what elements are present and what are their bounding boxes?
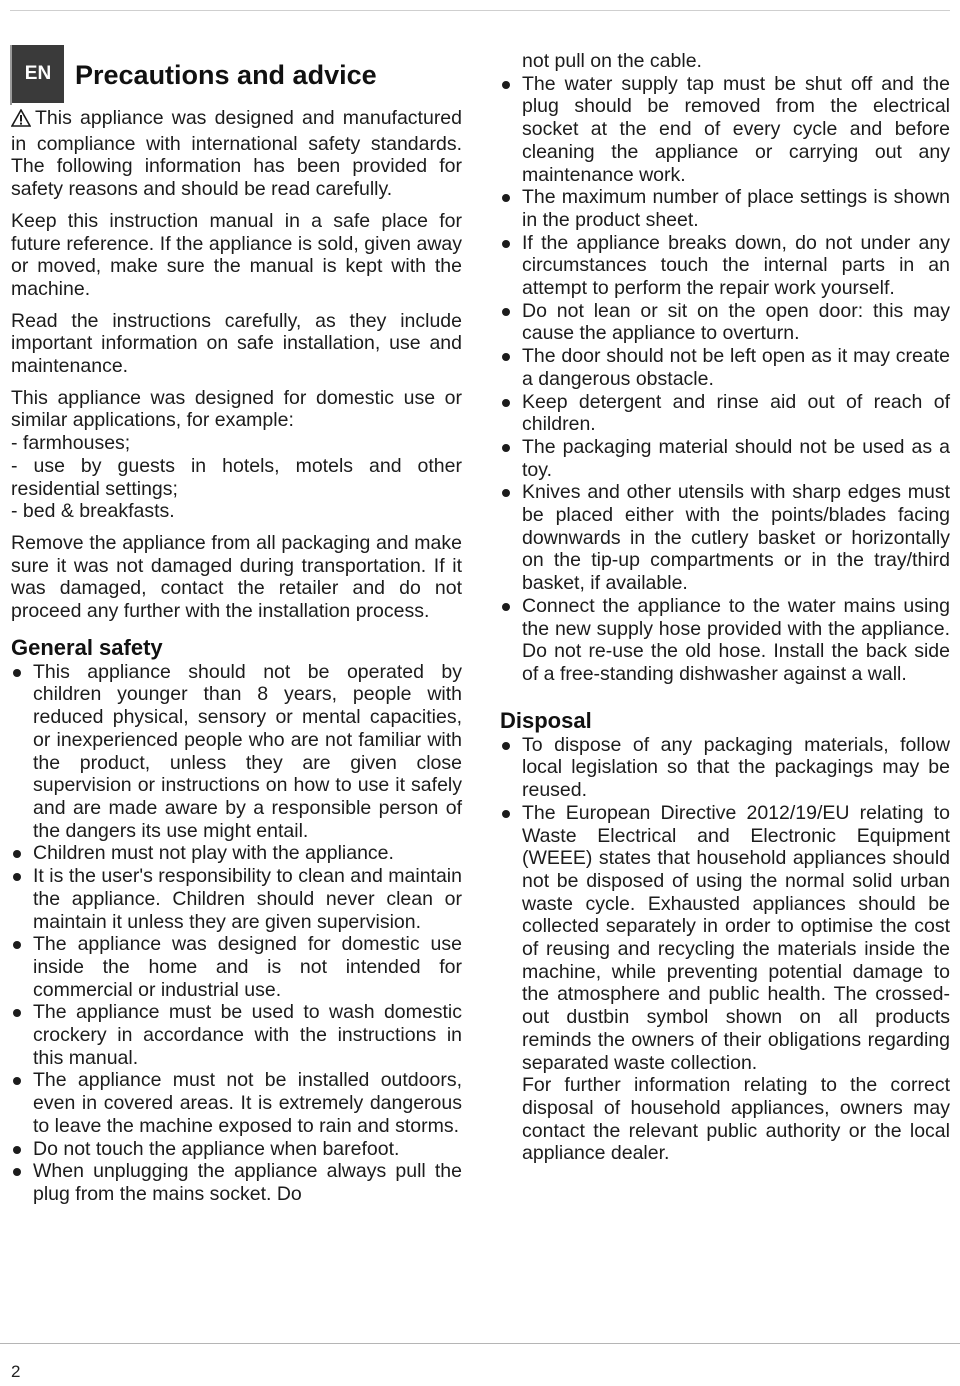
- list-item: Children must not play with the appliance.: [11, 842, 462, 865]
- general-safety-list: [11, 661, 462, 1206]
- domestic-use-item: - farmhouses;: [11, 432, 131, 455]
- list-item: The water supply tap must be shut off and the plug should be removed from the electrical socket at the end of every cycle and before cleaning the appliance or carrying out any maintenance work.: [500, 73, 950, 187]
- general-safety-heading: General safety: [11, 634, 163, 660]
- domestic-use-item: - use by guests in hotels, motels and other residential settings;: [11, 454, 462, 500]
- list-item: Do not lean or sit on the open door: this may cause the appliance to overturn.: [500, 300, 950, 345]
- domestic-use-intro: This appliance was designed for domestic use or similar applications, for example:: [11, 386, 462, 432]
- top-edge-line: [10, 10, 950, 11]
- list-item: The appliance must be used to wash domestic crockery in accordance with the instructions in this manual.: [11, 1001, 462, 1069]
- footer-divider: [0, 1343, 960, 1344]
- page-number: 2: [11, 1362, 21, 1381]
- disposal-further-info: For further information relating to the correct disposal of household appliances, owners may contact the relevant public authority or the local appliance dealer.: [522, 1074, 950, 1165]
- list-item: The packaging material should not be used as a toy.: [500, 436, 950, 481]
- list-item: Do not touch the appliance when barefoot.: [11, 1138, 462, 1161]
- disposal-list: [500, 734, 950, 1075]
- warning-triangle-icon: [11, 109, 31, 133]
- domestic-use-item: - bed & breakfasts.: [11, 500, 175, 523]
- list-item: To dispose of any packaging materials, follow local legislation so that the packagings may be reused.: [500, 734, 950, 802]
- intro-paragraph-1: [11, 107, 462, 201]
- list-item: It is the user's responsibility to clean and maintain the appliance. Children should never clean or maintain it unless they are given supervision.: [11, 865, 462, 933]
- disposal-heading: Disposal: [500, 707, 592, 733]
- list-item: If the appliance breaks down, do not under any circumstances touch the internal parts in an attempt to perform the repair work yourself.: [500, 232, 950, 300]
- list-item: Connect the appliance to the water mains using the new supply hose provided with the appliance. Do not re-use the old hose. Install the back side of a free-standing dishwasher against a wall.: [500, 595, 950, 686]
- remove-packaging-paragraph: Remove the appliance from all packaging and make sure it was not damaged during transportation. If it was damaged, contact the retailer and do not proceed any further with the installation process.: [11, 531, 462, 623]
- list-item: When unplugging the appliance always pull the plug from the mains socket. Do: [11, 1160, 462, 1205]
- domestic-use-paragraph: [11, 387, 462, 523]
- list-item: Knives and other utensils with sharp edges must be placed either with the points/blades facing downwards in the cutlery basket or horizontally on the tip-up compartments or in the tray/third basket, if available.: [500, 481, 950, 595]
- page-title: Precautions and advice: [75, 60, 377, 90]
- right-column: [500, 50, 950, 1165]
- list-item: The door should not be left open as it may create a dangerous obstacle.: [500, 345, 950, 390]
- list-item: The appliance was designed for domestic use inside the home and is not intended for commercial or industrial use.: [11, 933, 462, 1001]
- intro-paragraph-1-text: This appliance was designed and manufactured in compliance with international safety standards. The following information has been provided for safety reasons and should be read carefully.: [11, 107, 462, 201]
- general-safety-list-continued: [500, 73, 950, 686]
- continued-text: not pull on the cable.: [522, 50, 702, 72]
- list-item: This appliance should not be operated by children younger than 8 years, people with reduced physical, sensory or mental capacities, or inexperienced people who are not familiar with the product, unless they are given close supervision or instructions on how to use it safely and are made aware by a responsible person of the dangers its use might entail.: [11, 661, 462, 843]
- left-column: [11, 107, 462, 1206]
- intro-paragraph-2: Keep this instruction manual in a safe place for future reference. If the appliance is sold, given away or moved, make sure the manual is kept with the machine.: [11, 209, 462, 300]
- list-item: The appliance must not be installed outdoors, even in covered areas. It is extremely dangerous to leave the machine exposed to rain and storms.: [11, 1069, 462, 1137]
- list-item: Keep detergent and rinse aid out of reach of children.: [500, 391, 950, 436]
- intro-paragraph-3: Read the instructions carefully, as they include important information on safe installation, use and maintenance.: [11, 309, 462, 378]
- list-item: The European Directive 2012/19/EU relating to Waste Electrical and Electronic Equipment (WEEE) states that household appliances should not be disposed of using the normal solid urban waste cycle. Exhausted appliances should be collected separately in order to optimise the cost of reusing and recycling the materials inside the machine, while preventing potential damage to the atmosphere and public health. The crossed-out dustbin symbol shown on all products reminds the owners of their obligations regarding separated waste collection.: [500, 802, 950, 1074]
- list-item: The maximum number of place settings is shown in the product sheet.: [500, 186, 950, 231]
- language-badge: EN: [12, 45, 64, 103]
